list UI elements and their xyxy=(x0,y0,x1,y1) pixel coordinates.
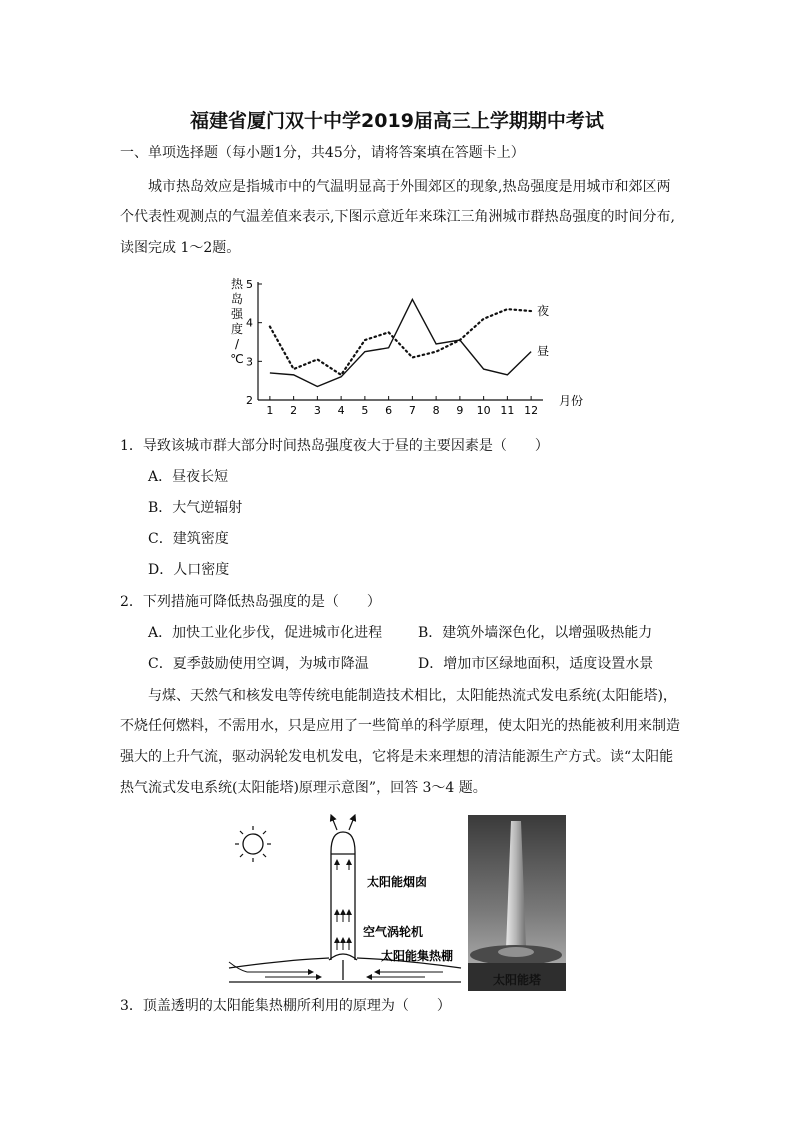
series-line-day xyxy=(270,299,531,386)
sun-icon xyxy=(235,826,271,862)
intro2-line-4: 热气流式发电系统(太阳能塔)原理示意图”，回答 3～4 题。 xyxy=(120,780,487,796)
x-tick-label: 3 xyxy=(313,404,321,417)
exhaust-arrows-icon xyxy=(331,815,355,830)
solar-tower-photo xyxy=(468,815,566,991)
chimney-label: 太阳能烟囱 xyxy=(367,875,428,889)
y-tick-label: 3 xyxy=(246,355,253,369)
x-tick-label: 2 xyxy=(290,404,298,417)
question-1-stem: 1．导致该城市群大部分时间热岛强度夜大于昼的主要因素是（ ） xyxy=(120,438,549,454)
x-tick-label: 11 xyxy=(500,404,515,417)
x-tick-label: 6 xyxy=(385,404,393,417)
question-3-stem: 3．顶盖透明的太阳能集热棚所利用的原理为（ ） xyxy=(120,998,451,1014)
series-label: 昼 xyxy=(537,344,550,359)
section-heading: 一、单项选择题（每小题1分，共45分，请将答案填在答题卡上） xyxy=(120,145,525,161)
y-tick-label: 2 xyxy=(246,394,253,407)
x-tick-label: 5 xyxy=(361,404,369,417)
x-tick-label: 10 xyxy=(476,404,491,417)
turbine-icon xyxy=(329,954,357,980)
question-2-option-b: B．建筑外墙深色化，以增强吸热能力 xyxy=(418,625,653,641)
y-axis-title: 热岛强度/ ℃ xyxy=(230,277,244,366)
y-tick-label: 4 xyxy=(246,316,253,330)
intro2-line-2: 不烧任何燃料，不需用水，只是应用了一些简单的科学原理，使太阳光的热能被利用来制造 xyxy=(120,718,680,734)
x-tick-label: 12 xyxy=(524,404,539,417)
question-1-option-c: C．建筑密度 xyxy=(148,531,229,547)
turbine-label: 空气涡轮机 xyxy=(363,925,424,939)
series-line-night xyxy=(270,309,531,375)
solar-tower-diagram xyxy=(225,810,465,990)
x-tick-label: 7 xyxy=(408,404,416,417)
y-tick-label: 5 xyxy=(246,278,253,291)
chart-labels xyxy=(230,276,583,417)
question-2-stem: 2．下列措施可降低热岛强度的是（ ） xyxy=(120,594,381,610)
x-tick-label: 1 xyxy=(266,404,274,417)
intro1-line-1: 城市热岛效应是指城市中的气温明显高于外围郊区的现象,热岛强度是用城市和郊区两 xyxy=(148,179,671,195)
question-2-option-c: C．夏季鼓励使用空调，为城市降温 xyxy=(148,656,369,672)
document-title: 福建省厦门双十中学2019届高三上学期期中考试 xyxy=(190,110,604,132)
question-2-option-d: D．增加市区绿地面积，适度设置水景 xyxy=(418,656,654,672)
intro1-line-3: 读图完成 1～2题。 xyxy=(120,240,241,256)
intro2-line-1: 与煤、天然气和核发电等传统电能制造技术相比，太阳能热流式发电系统(太阳能塔)， xyxy=(148,688,677,704)
intro2-line-3: 强大的上升气流，驱动涡轮发电机发电，它将是未来理想的清洁能源生产方式。读“太阳能 xyxy=(120,749,674,765)
x-axis-title: 月份 xyxy=(559,394,584,408)
chart-axes xyxy=(258,282,543,400)
chart-series xyxy=(270,299,531,386)
x-tick-label: 8 xyxy=(432,404,440,417)
heat-island-chart xyxy=(225,272,585,420)
collector-label: 太阳能集热棚 xyxy=(381,949,454,963)
question-2-option-a: A．加快工业化步伐，促进城市化进程 xyxy=(148,625,383,641)
question-1-option-a: A．昼夜长短 xyxy=(148,469,229,485)
question-1-option-b: B．大气逆辐射 xyxy=(148,500,243,516)
photo-caption: 太阳能塔 xyxy=(492,973,541,987)
x-tick-label: 4 xyxy=(337,404,345,417)
series-label: 夜 xyxy=(537,304,550,319)
question-1-option-d: D．人口密度 xyxy=(148,562,230,578)
x-tick-label: 9 xyxy=(456,404,464,417)
intro1-line-2: 个代表性观测点的气温差值来表示,下图示意近年来珠江三角洲城市群热岛强度的时间分布, xyxy=(120,209,675,225)
updraft-arrows-icon xyxy=(337,860,349,950)
